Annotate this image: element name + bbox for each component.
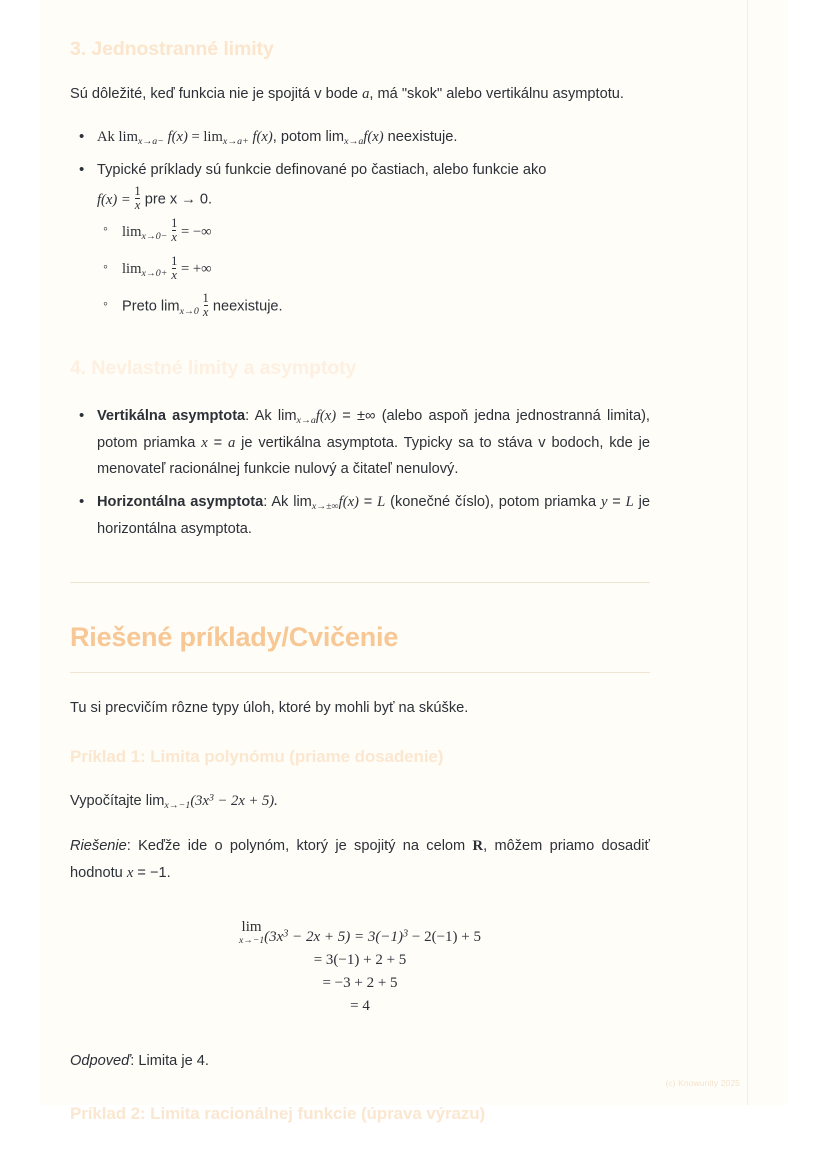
sub2-result: = +∞ [181, 261, 212, 278]
sub1-sub: x→0 [141, 230, 161, 242]
sub1-formula [122, 216, 212, 245]
bullet1-sub1: x→a [137, 135, 158, 147]
equation-line-4: = 4 [350, 997, 370, 1014]
eq1-right: − 2(−1) + 5 [408, 929, 481, 946]
conclusion-formula [179, 291, 209, 319]
bullet1-post-comma: , potom lim [272, 128, 345, 145]
page-content [70, 0, 650, 1125]
sub1-lim: lim [122, 223, 142, 240]
vertical-fx: f(x) [315, 407, 337, 424]
horizontal-t1: : Ak lim [263, 493, 312, 510]
horizontal-t4: je horizontálna asymptota. [97, 493, 651, 537]
bullet1-fx1: f(x) [167, 128, 188, 145]
document-page [40, 0, 788, 1124]
example-1-task [70, 788, 650, 815]
eq1-left-b: − 2x + 5) = 3(−1) [288, 929, 404, 946]
section-4-bullet-list [70, 403, 650, 542]
heading-section-3: 3. Jednostranné limity [70, 38, 274, 60]
sub1-numerator: 1 [171, 216, 178, 231]
task-sub: x→−1 [164, 800, 191, 812]
solution-label: Riešenie [70, 838, 127, 855]
bullet1-fx2: f(x) [252, 128, 273, 145]
copyright-watermark: (c) Knowunity 2025 [665, 1078, 740, 1088]
bullet2-formula-tail: pre x → 0. [140, 191, 213, 208]
conclusion-denominator: x [202, 304, 209, 319]
heading-example-1: Príklad 1: Limita polynómu (priame dosadenie) [70, 747, 444, 767]
task-pre: Vypočítajte lim [70, 793, 165, 810]
limit-lim-text: lim [241, 919, 262, 936]
section-3-bullet-list [70, 124, 650, 321]
conclusion-sub: x→0 [179, 305, 199, 317]
intro-variable-a: a [362, 86, 370, 103]
bullet1-formula [97, 129, 273, 145]
vertical-t3: je vertikálna asymptota. Typicky sa to stáva v bodoch, kde je menovateľ racionálnej funkcie nulový a čitateľ nenulový. [97, 434, 650, 478]
eq1-left-sup: 3 [283, 928, 289, 940]
bullet2-text: Typické príklady sú funkcie definované po častiach, alebo funkcie ako [97, 161, 547, 178]
horizontal-t2: = [358, 493, 378, 510]
eq1-left-a: (3x [264, 929, 284, 946]
horizontal-fx: f(x) [338, 493, 359, 510]
intro-text-part2: , má "skok" alebo vertikálnu asymptotu. [369, 86, 624, 103]
horizontal-eq-y: y [600, 493, 608, 510]
sub2-denominator: x [171, 267, 177, 282]
equation-line-3: = −3 + 2 + 5 [322, 975, 398, 992]
sub2-lim: lim [122, 261, 142, 278]
limit-operator [239, 920, 264, 946]
sub1-result: = −∞ [181, 223, 212, 240]
bullet-vertical-asymptote [70, 403, 650, 483]
sub2-numerator: 1 [171, 253, 178, 268]
sub2-formula [122, 253, 212, 282]
fraction-numerator: 1 [134, 184, 141, 199]
bullet2-formula [97, 184, 141, 213]
sub-bullet-list [97, 217, 650, 320]
vertical-eq-x: x [201, 434, 208, 451]
vertical-asymptote-label: Vertikálna asymptota [97, 407, 246, 424]
sub-bullet-right-limit [97, 255, 650, 283]
conclusion-tail: neexistuje. [208, 298, 283, 315]
example-1-equation-block [70, 920, 650, 1017]
task-expr-sup: 3 [208, 793, 214, 804]
equation-line-2: = 3(−1) + 2 + 5 [313, 952, 407, 969]
horizontal-t3: (konečné číslo), potom priamka [385, 493, 601, 510]
heading-example-2: Príklad 2: Limita racionálnej funkcie (úprava výrazu) [70, 1104, 486, 1124]
vertical-sub: x→a [296, 414, 316, 426]
sub2-fraction [171, 255, 177, 282]
section-3-intro [70, 81, 650, 108]
vertical-lim [297, 408, 337, 424]
sub1-sup: − [160, 230, 168, 242]
sub-bullet-left-limit [97, 217, 650, 245]
fraction-denominator: x [134, 198, 141, 213]
example-1-answer [70, 1048, 650, 1075]
bullet1-sup2: + [242, 135, 249, 147]
page-right-edge [747, 0, 748, 1105]
horizontal-sub: x→±∞ [311, 500, 339, 512]
bullet1-equals: = [191, 128, 200, 145]
heading-examples-section: Riešené príklady/Cvičenie [70, 622, 399, 653]
sub-bullet-conclusion [97, 292, 650, 320]
vertical-eq-mid: = [207, 434, 228, 451]
vertical-t2: = ±∞ (alebo aspoň jedna jednostranná limita), potom priamka [97, 407, 650, 451]
sub1-denominator: x [171, 230, 177, 245]
intro-text-part1: Sú dôležité, keď funkcia nie je spojitá v bode [70, 86, 363, 103]
task-expr-2: − 2x + 5). [213, 793, 278, 810]
sub1-fraction [171, 217, 177, 244]
bullet1-fx3: f(x) [363, 128, 384, 145]
bullet2-formula-lead: f(x) = [97, 191, 131, 208]
bullet1-lim3 [344, 129, 384, 145]
task-expr-1: (3x [190, 793, 209, 810]
vertical-eq-a: a [227, 434, 236, 451]
horizontal-eq-mid: = [607, 493, 626, 510]
bullet1-lim-pre: Ak lim [97, 128, 138, 145]
sub2-sup: + [160, 268, 168, 280]
horizontal-eq-L: L [377, 493, 386, 510]
bullet-typical-examples [70, 157, 650, 321]
heading-section-4: 4. Nevlastné limity a asymptoty [70, 357, 357, 380]
eq1-right-sup: 3 [403, 928, 409, 940]
conclusion-pre: Preto lim [122, 298, 180, 315]
bullet1-tail: neexistuje. [383, 128, 458, 145]
examples-intro: Tu si precvičím rôzne typy úloh, ktoré by mohli byť na skúške. [70, 699, 469, 716]
sub2-sub: x→0 [141, 268, 161, 280]
bullet1-sub3: x→a [344, 135, 364, 147]
solution-x: x [126, 864, 134, 881]
horizontal-eq-L2: L [625, 493, 634, 510]
answer-label: Odpoveď [70, 1052, 131, 1069]
conclusion-numerator: 1 [202, 291, 209, 306]
bullet1-sub2: x→a [222, 135, 243, 147]
solution-text-3: = −1. [133, 864, 171, 881]
vertical-t1: : Ak lim [245, 407, 297, 424]
answer-text: : Limita je 4. [130, 1052, 209, 1069]
example-1-solution [70, 833, 650, 886]
task-formula [164, 793, 278, 812]
bullet1-sup1: − [157, 135, 164, 147]
solution-R: R [472, 838, 484, 855]
equation-line-1 [70, 920, 650, 949]
horizontal-asymptote-label: Horizontálna asymptota [97, 493, 264, 510]
limit-subscript: x→−1 [239, 935, 265, 947]
bullet-horizontal-asymptote [70, 489, 650, 542]
bullet1-lim-mid: lim [203, 128, 223, 145]
horizontal-lim [312, 494, 359, 510]
solution-text-1: : Keďže ide o polynóm, ktorý je spojitý na celom [126, 838, 473, 855]
solution-text-2: , môžem priamo dosadiť hodnotu [70, 838, 650, 881]
bullet-one-sided-limit-rule [70, 124, 650, 151]
